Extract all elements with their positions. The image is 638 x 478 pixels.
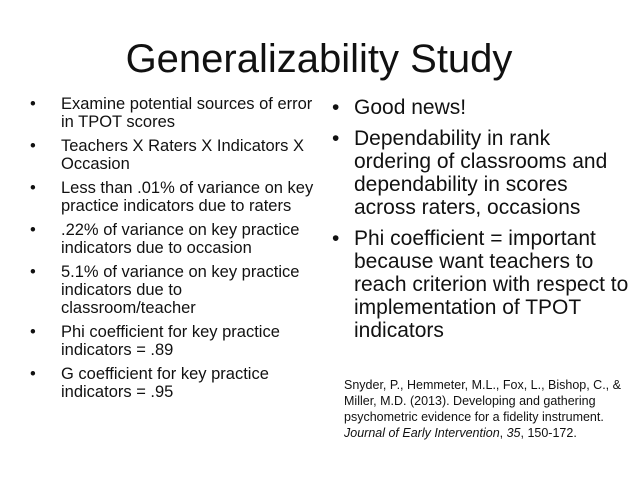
citation	[344, 377, 629, 441]
bullet-icon: •	[30, 179, 36, 197]
list-item	[30, 323, 315, 359]
list-item	[30, 263, 315, 317]
citation-pages: , 150-172.	[520, 426, 577, 440]
bullet-text: Teachers X Raters X Indicators X Occasion	[61, 137, 305, 173]
list-item	[332, 227, 632, 342]
bullet-icon: •	[30, 137, 36, 155]
bullet-text: .22% of variance on key practice indicators due to occasion	[61, 221, 300, 257]
list-item	[30, 179, 315, 215]
citation-authors: Snyder, P., Hemmeter, M.L., Fox, L., Bishop, C., & Miller, M.D. (2013). Developing and gathering psychometric evidence for a fidelity instrument.	[344, 378, 621, 424]
bullet-text: G coefficient for key practice indicators = .95	[61, 365, 269, 401]
right-bullet-list	[332, 96, 632, 350]
list-item	[30, 221, 315, 257]
list-item	[30, 365, 315, 401]
list-item	[30, 95, 315, 131]
bullet-icon: •	[30, 95, 36, 113]
left-bullet-list	[30, 95, 315, 407]
slide-title: Generalizability Study	[125, 37, 513, 81]
bullet-icon: •	[30, 221, 36, 239]
bullet-text: Phi coefficient for key practice indicators = .89	[61, 323, 280, 359]
citation-journal: Journal of Early Intervention	[344, 426, 500, 440]
bullet-text: 5.1% of variance on key practice indicators due to classroom/teacher	[61, 263, 300, 317]
list-item	[332, 96, 632, 119]
bullet-icon: •	[30, 323, 36, 341]
bullet-icon: •	[332, 227, 340, 250]
bullet-icon: •	[30, 263, 36, 281]
bullet-text: Less than .01% of variance on key practice indicators due to raters	[61, 179, 314, 215]
list-item	[332, 127, 632, 219]
bullet-icon: •	[332, 96, 340, 119]
citation-separator: ,	[499, 426, 507, 440]
bullet-text: Phi coefficient = important because want teachers to reach criterion with respect to implementation of TPOT indicators	[354, 227, 629, 342]
bullet-icon: •	[30, 365, 36, 383]
bullet-text: Examine potential sources of error in TPOT scores	[61, 95, 313, 131]
list-item	[30, 137, 315, 173]
citation-volume: 35	[506, 426, 521, 440]
bullet-text: Good news!	[354, 96, 467, 119]
bullet-text: Dependability in rank ordering of classrooms and dependability in scores across raters, occasions	[354, 127, 608, 219]
bullet-icon: •	[332, 127, 340, 150]
